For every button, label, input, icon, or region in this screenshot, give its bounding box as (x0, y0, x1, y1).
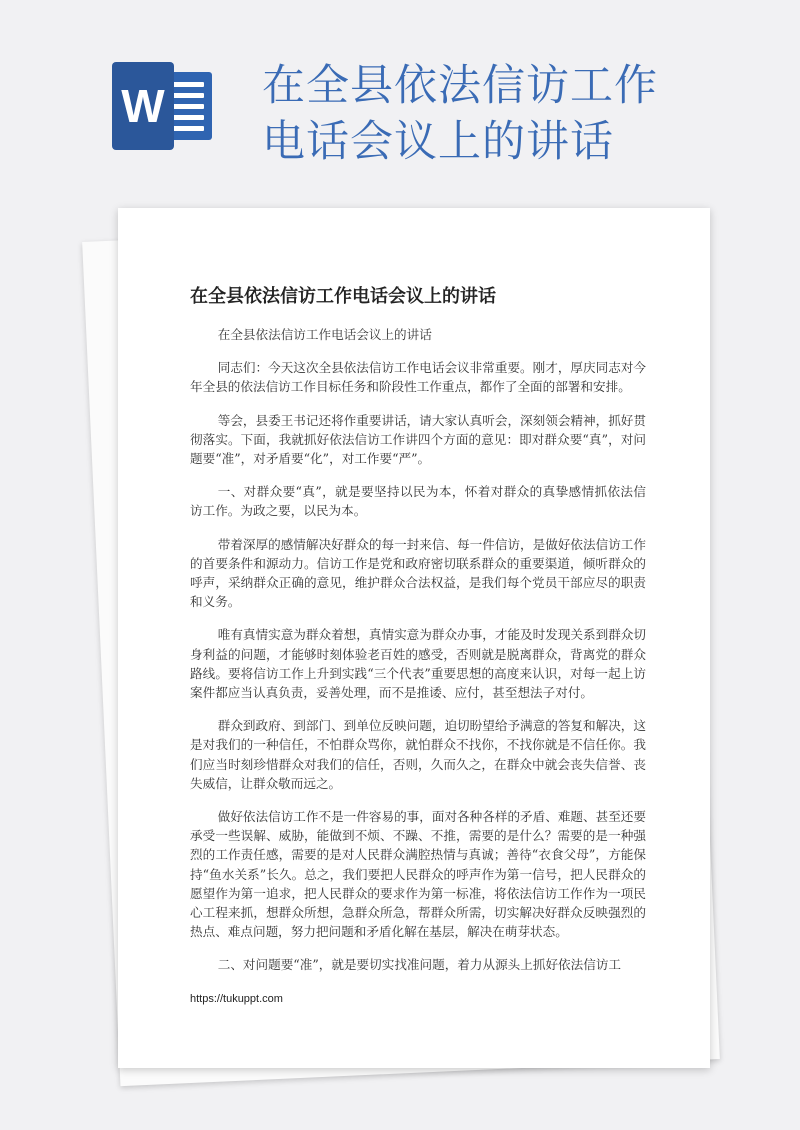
paragraph: 同志们：今天这次全县依法信访工作电话会议非常重要。刚才，厚庆同志对今年全县的依法信访工作目标任务和阶段性工作重点，都作了全面的部署和安排。 (190, 360, 646, 395)
paragraph: 群众到政府、到部门、到单位反映问题，迫切盼望给予满意的答复和解决，这是对我们的一种信任，不怕群众骂你，就怕群众不找你，不找你就是不信任你。我们应当时刻珍惜群众对我们的信任，否则，久而久之，在群众中就会丧失信誉、丧失威信，让群众敬而远之。 (190, 718, 646, 791)
source-url: https://tukuppt.com (190, 993, 283, 1005)
paragraph: 做好依法信访工作不是一件容易的事，面对各种各样的矛盾、难题、甚至还要承受一些误解、威胁，能做到不烦、不躁、不推，需要的是什么？需要的是一种强烈的工作责任感，需要的是对人民群众满腔热情与真诚；善待“衣食父母”，方能保持“鱼水关系”长久。总之，我们要把人民群众的呼声作为第一信号，把人民群众的愿望作为第一追求，把人民群众的要求作为第一标准，将依法信访工作作为一项民心工程来抓，想群众所想，急群众所急，帮群众所需，切实解决好群众反映强烈的热点、难点问题，努力把问题和矛盾化解在基层，解决在萌芽状态。 (190, 809, 646, 940)
document-body (190, 325, 646, 989)
paragraph: 唯有真情实意为群众着想，真情实意为群众办事，才能及时发现关系到群众切身利益的问题，才能够时刻体验老百姓的感受，否则就是脱离群众，背离党的群众路线。要将信访工作上升到实践“三个代表”重要思想的高度来认识，对每一起上访案件都应当认真负责，妥善处理，而不是推诿、应付，甚至想法子对付。 (190, 627, 646, 701)
paragraph: 带着深厚的感情解决好群众的每一封来信、每一件信访，是做好依法信访工作的首要条件和源动力。信访工作是党和政府密切联系群众的重要渠道，倾听群众的呼声，采纳群众正确的意见，维护群众合法权益，是我们每个党员干部应尽的职责和义务。 (190, 536, 646, 610)
paragraph: 等会，县委王书记还将作重要讲话，请大家认真听会，深刻领会精神，抓好贯彻落实。下面，我就抓好依法信访工作讲四个方面的意见：即对群众要“真”，对问题要“准”，对矛盾要“化”，对工作要“严”。 (190, 412, 646, 467)
paragraph: 在全县依法信访工作电话会议上的讲话 (217, 327, 432, 342)
paragraph: 一、对群众要“真”，就是要坚持以民为本，怀着对群众的真挚感情抓依法信访工作。为政之要，以民为本。 (190, 484, 646, 519)
document-page (118, 208, 710, 1068)
page-title: 在全县依法信访工作电话会议上的讲话 (262, 61, 658, 167)
document-heading: 在全县依法信访工作电话会议上的讲话 (190, 286, 496, 307)
word-document-icon (112, 62, 212, 150)
paragraph: 二、对问题要“准”，就是要切实找准问题，着力从源头上抓好依法信访工 (217, 957, 622, 973)
word-badge: W (112, 62, 174, 150)
